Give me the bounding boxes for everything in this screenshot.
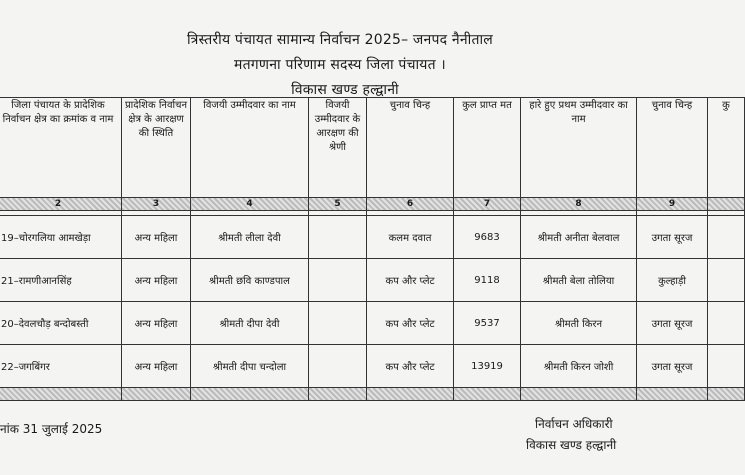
cell-area: 20–देवलचौड़ बन्दोबस्ती — [0, 302, 122, 345]
col-header-winner: विजयी उम्मीदवार का नाम — [191, 98, 309, 198]
cell-votes: 13919 — [454, 345, 521, 388]
col-number: 5 — [309, 198, 367, 211]
cell-winner: श्रीमती दीपा देवी — [191, 302, 309, 345]
column-number-row — [0, 198, 745, 211]
cell-area: 19–चोरगलिया आमखेड़ा — [0, 216, 122, 259]
cell-symbol: कलम दवात — [367, 216, 454, 259]
cell-runner-symbol: उगता सूरज — [637, 216, 708, 259]
document-title: त्रिस्तरीय पंचायत सामान्य निर्वाचन 2025– जनपद नैनीताल — [187, 32, 493, 48]
col-header-runner-up: हारे हुए प्रथम उम्मीदवार का नाम — [521, 98, 637, 198]
cell-votes: 9683 — [454, 216, 521, 259]
col-number: 9 — [637, 198, 708, 211]
table-row — [0, 345, 745, 388]
cell-winner-category — [309, 259, 367, 302]
table-row — [0, 259, 745, 302]
cell-runner-symbol: कुल्हाड़ी — [637, 259, 708, 302]
cell-winner-category — [309, 216, 367, 259]
cell-runner-up: श्रीमती किरन जोशी — [521, 345, 637, 388]
col-number: 4 — [191, 198, 309, 211]
col-header-winner-category: विजयी उम्मीदवार के आरक्षण की श्रेणी — [309, 98, 367, 198]
cell-winner: श्रीमती लीला देवी — [191, 216, 309, 259]
header-row — [0, 98, 745, 198]
cell-extra — [708, 259, 745, 302]
cell-extra — [708, 345, 745, 388]
cell-symbol: कप और प्लेट — [367, 302, 454, 345]
col-number: 3 — [122, 198, 191, 211]
cell-symbol: कप और प्लेट — [367, 345, 454, 388]
cell-votes: 9537 — [454, 302, 521, 345]
col-number: 2 — [0, 198, 122, 211]
col-header-extra: कु — [708, 98, 745, 198]
cell-area: 22–जगबिंगर — [0, 345, 122, 388]
table-footer-band — [0, 388, 745, 401]
cell-runner-up: श्रीमती बेला तोलिया — [521, 259, 637, 302]
cell-winner-category — [309, 302, 367, 345]
cell-extra — [708, 216, 745, 259]
cell-winner-category — [309, 345, 367, 388]
cell-area: 21–रामणीआनसिंह — [0, 259, 122, 302]
cell-runner-symbol: उगता सूरज — [637, 345, 708, 388]
cell-reservation: अन्य महिला — [122, 302, 191, 345]
cell-reservation: अन्य महिला — [122, 216, 191, 259]
col-header-votes: कुल प्राप्त मत — [454, 98, 521, 198]
table-row — [0, 302, 745, 345]
results-table — [0, 97, 745, 401]
document-subtitle: मतगणना परिणाम सदस्य जिला पंचायत । — [234, 57, 446, 73]
col-header-area: जिला पंचायत के प्रादेशिक निर्वाचन क्षेत्र का क्रमांक व नाम — [0, 98, 122, 198]
cell-reservation: अन्य महिला — [122, 259, 191, 302]
cell-votes: 9118 — [454, 259, 521, 302]
officer-office: विकास खण्ड हल्द्वानी — [526, 438, 617, 452]
table-row — [0, 216, 745, 259]
cell-extra — [708, 302, 745, 345]
officer-title: निर्वाचन अधिकारी — [535, 417, 613, 431]
cell-runner-symbol: उगता सूरज — [637, 302, 708, 345]
col-number — [708, 198, 745, 211]
cell-symbol: कप और प्लेट — [367, 259, 454, 302]
col-number: 6 — [367, 198, 454, 211]
cell-winner: श्रीमती दीपा चन्दोला — [191, 345, 309, 388]
col-header-symbol: चुनाव चिन्ह — [367, 98, 454, 198]
cell-runner-up: श्रीमती किरन — [521, 302, 637, 345]
col-header-runner-symbol: चुनाव चिन्ह — [637, 98, 708, 198]
date-label: नांक 31 जुलाई 2025 — [0, 422, 103, 436]
cell-winner: श्रीमती छवि काण्डपाल — [191, 259, 309, 302]
cell-runner-up: श्रीमती अनीता बेलवाल — [521, 216, 637, 259]
block-name: विकास खण्ड हल्द्वानी — [291, 82, 399, 98]
col-number: 8 — [521, 198, 637, 211]
cell-reservation: अन्य महिला — [122, 345, 191, 388]
col-header-reservation: प्रादेशिक निर्वाचन क्षेत्र के आरक्षण की स्थिति — [122, 98, 191, 198]
col-number: 7 — [454, 198, 521, 211]
